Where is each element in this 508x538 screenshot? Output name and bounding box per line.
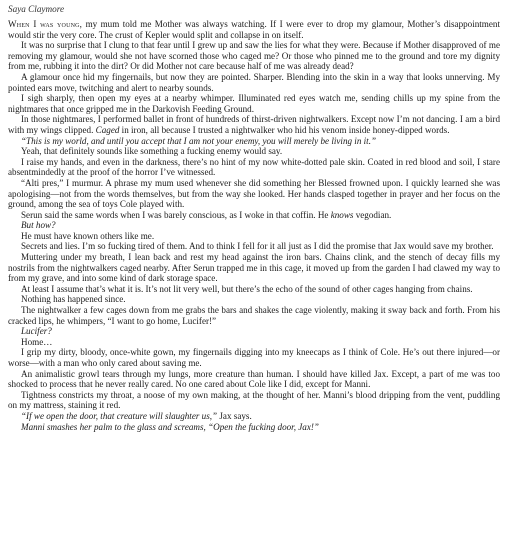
text-run: At least I assume that’s what it is. It’s not lit very well, but there’s the echo of the sound of other cages hanging from chains. (21, 283, 473, 294)
paragraph (8, 19, 500, 40)
paragraph (8, 157, 500, 178)
paragraph (8, 220, 500, 231)
text-run: A glamour once hid my fingernails, but now they are pointed. Sharper. Blending into the skin in a way that looks unnerving. My pointed ears move, twitching and alert to nearby sounds. (8, 71, 500, 93)
text-run: Tightness constricts my throat, a noose of my own making, at the thought of her. Manni’s blood dripping from the vent, puddling on my mattress, staining it red. (8, 389, 500, 411)
text-run: In those nightmares, I performed ballet in front of hundreds of thirst-driven nightwalkers. Except now I’m not dancing. I am a bird with my wings clipped. (8, 114, 500, 135)
paragraph (8, 114, 500, 135)
text-run: my mum told me Mother was always watching. If I were ever to drop my glamour, Mother’s disappointment would stir the very core. The crust of Kepler would split and collapse in on itself. (8, 19, 500, 40)
text-run: Muttering under my breath, I lean back and rest my head against the iron bars. Chains clink, and the stench of decay fills my nostrils from the nightwalkers caged nearby. After Serun trapped me in this cage, it moved up from the garden I had clawed my way to from my grave, and into some kind of dark storage space. (8, 252, 500, 284)
text-run: When I was young, (8, 19, 83, 29)
text-run: Jax says. (217, 410, 252, 421)
paragraph (8, 210, 500, 221)
paragraph (8, 326, 500, 337)
paragraph (8, 178, 500, 210)
paragraph (8, 231, 500, 242)
paragraph (8, 252, 500, 284)
text-run: Yeah, that definitely sounds like something a fucking enemy would say. (21, 146, 283, 157)
running-header-author: Saya Claymore (8, 4, 65, 14)
paragraph (8, 422, 500, 433)
text-run: He must have known others like me. (21, 230, 155, 241)
text-run: It was no surprise that I clung to that fear until I grew up and saw the lies for what they were. Because if Mother disapproved of me removing my glamour, would she not have scorned those who caged me? Or those who pinned me to the ground and tore my dignity from me, rubbing it into the dirt? Or did Mother not care because half of me was already dead? (8, 40, 500, 72)
text-run: “This is my world, and until you accept that I am not your enemy, you will merely be living in it.” (21, 135, 377, 146)
paragraph (8, 305, 500, 326)
text-run: I sigh sharply, then open my eyes at a nearby whimper. Illuminated red eyes watch me, sending chills up my spine from the nightmares that once gripped me in the Darkovish Feeding Ground. (8, 93, 500, 114)
text-run: Lucifer? (21, 326, 52, 337)
text-run: I grip my dirty, bloody, once-white gown, my fingernails digging into my kneecaps as I think of Cole. He’s out there injured—or worse—with a man who only cared about saving me. (8, 347, 500, 368)
text-run: Serun said the same words when I was barely conscious, as I woke in that coffin. He (21, 209, 331, 220)
text-run: “Alti pres,” I murmur. A phrase my mum used whenever she did something her Blessed frowned upon. I quickly learned she was apologising—not from the words themselves, but from the way she looked. Her hands clasped together in prayer and her focus on the ground, among the sea of toys Cole played with. (8, 177, 500, 210)
text-run: Manni smashes her palm to the glass and screams, “Open the fucking door, Jax!” (21, 421, 319, 432)
text-run: Caged (95, 124, 120, 135)
paragraph (8, 390, 500, 411)
paragraph (8, 146, 500, 157)
chapter-body (8, 19, 500, 432)
text-run: Nothing has happened since. (21, 294, 126, 305)
text-run: “If we open the door, that creature will slaughter us,” (21, 410, 218, 421)
text-run: But how? (21, 220, 56, 231)
text-run: vegodian. (353, 209, 392, 220)
paragraph (8, 284, 500, 295)
paragraph (8, 72, 500, 93)
text-run: in iron, all because I trusted a nightwalker who hid his venom inside honey-dipped words. (119, 124, 450, 135)
paragraph (8, 337, 500, 348)
text-run: I raise my hands, and even in the darkness, there’s no hint of my now white-dotted pale skin. Coated in red blood and soil, I stare absentmindedly at the proof of the horror I’ve witnessed. (8, 156, 500, 178)
paragraph (8, 369, 500, 390)
paragraph (8, 93, 500, 114)
text-run: The nightwalker a few cages down from me grabs the bars and shakes the cage violently, making it sway back and forth. From his cracked lips, he whimpers, “I want to go home, Lucifer!” (8, 305, 500, 326)
text-run: Home… (21, 336, 53, 347)
text-run: knows (330, 209, 354, 220)
text-run: An animalistic growl tears through my lungs, more creature than human. I should have killed Jax. Except, a part of me was too shocked to process that he never really cared. No one cared about Cole like I did, except for Manni. (8, 368, 500, 390)
paragraph (8, 411, 500, 422)
paragraph (8, 136, 500, 147)
paragraph (8, 40, 500, 72)
paragraph (8, 294, 500, 305)
paragraph (8, 347, 500, 368)
text-run: Secrets and lies. I’m so fucking tired of them. And to think I fell for it all just as I did the promise that Jax would save my brother. (21, 241, 494, 252)
paragraph (8, 241, 500, 252)
